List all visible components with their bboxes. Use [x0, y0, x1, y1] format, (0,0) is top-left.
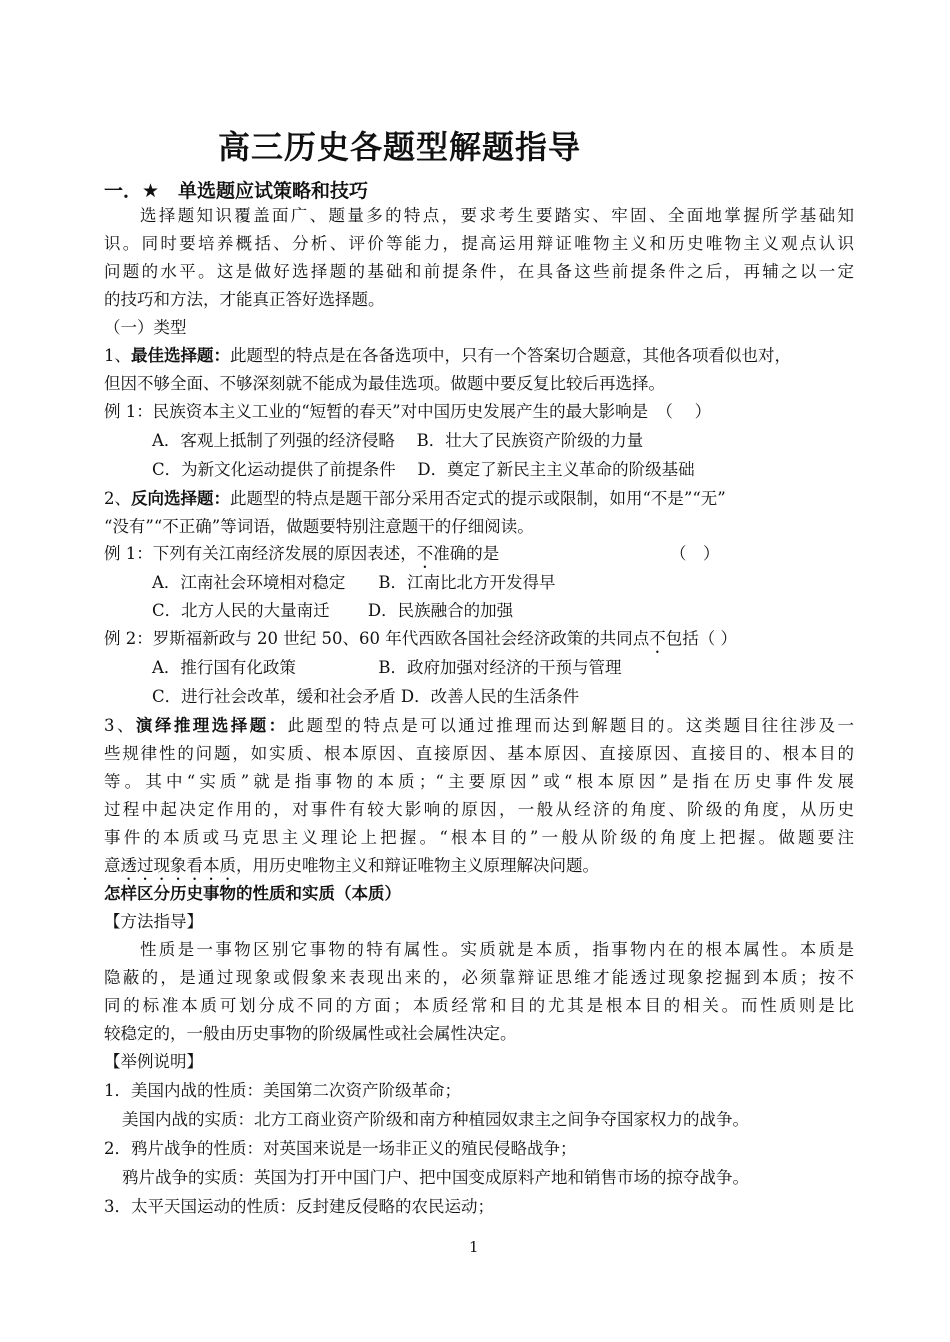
method-heading: 【方法指导】 [104, 912, 203, 931]
type1-num: 1、 [104, 346, 131, 365]
type3-line: 些规律性的问题，如实质、根本原因、直接原因、基本原因、直接原因、直接目的、根本目的 [104, 744, 854, 763]
method-line: 同的标准本质可划分成不同的方面；本质经常和目的尤其是根本目的相关。而性质则是比 [104, 996, 854, 1015]
types-heading: （一）类型 [104, 318, 187, 337]
type3-line: 事件的本质或马克思主义理论上把握。“根本目的”一般从阶级的角度上把握。做题要注 [104, 828, 854, 847]
type2-ex1-options-cd: C．北方人民的大量南迁 D．民族融合的加强 [152, 601, 514, 620]
type1-example: 例 1：民族资本主义工业的“短暂的春天”对中国历史发展产生的最大影响是 （ ） [104, 402, 712, 421]
type3-line: 等。其中“实质”就是指事物的本质；“主要原因”或“根本原因”是指在历史事件发展 [104, 772, 854, 791]
ex1-emphasis: 不 [416, 544, 434, 563]
example-item: 1．美国内战的性质：美国第二次资产阶级革命； [104, 1081, 461, 1100]
type2-example2 [104, 629, 854, 657]
type3-text: 此题型的特点是可以通过推理而达到解题目的。这类题目往往涉及一 [287, 716, 855, 735]
type2-text: 此题型的特点是题干部分采用否定式的提示或限制，如用“不是”“无” [230, 489, 726, 508]
how-heading: 怎样区分历史事物的性质和实质（本质） [104, 884, 401, 903]
intro-line: 的技巧和方法，才能真正答好选择题。 [104, 290, 385, 309]
example-item: 3．太平天国运动的性质：反封建反侵略的农民运动； [104, 1197, 494, 1216]
type2-example1 [104, 544, 854, 572]
type2-line: “没有”“不正确”等词语，做题要特别注意题干的仔细阅读。 [104, 517, 534, 536]
type2-name: 反向选择题： [131, 489, 230, 508]
type2-num: 2、 [104, 489, 131, 508]
intro-line [140, 206, 854, 226]
type3-name: 演绎推理选择题： [135, 716, 288, 735]
method-line [140, 940, 854, 960]
page-title: 高三历史各题型解题指导 [218, 128, 582, 166]
ex1-answer-paren: （ ） [670, 544, 720, 563]
type2-line [104, 489, 854, 509]
type2-ex2-options-cd: C．进行社会改革，缓和社会矛盾 D．改善人民的生活条件 [152, 687, 580, 706]
type3-num: 3、 [104, 716, 136, 735]
type1-options-ab: A．客观上抵制了列强的经济侵略 B．壮大了民族资产阶级的力量 [152, 431, 644, 450]
type3-line: 过程中起决定作用的，对事件有较大影响的原因，一般从经济的角度、阶级的角度，从历史 [104, 800, 854, 819]
example-item: 美国内战的实质：北方工商业资产阶级和南方种植园奴隶主之间争夺国家权力的战争。 [122, 1110, 749, 1129]
intro-text: 选择题知识覆盖面广、题量多的特点，要求考生要踏实、牢固、全面地掌握所学基础知 [140, 206, 854, 225]
method-line: 隐蔽的，是通过现象或假象来表现出来的，必须靠辩证思维才能透过现象挖掘到本质；按不 [104, 968, 854, 987]
ex2-post: 包括（ ） [665, 629, 737, 648]
type1-line [104, 346, 854, 366]
ex1-post: 准确的是 [433, 544, 500, 563]
intro-line: 识。同时要培养概括、分析、评价等能力，提高运用辩证唯物主义和历史唯物主义观点认识 [104, 234, 854, 253]
type3-line [104, 856, 854, 884]
ex2-pre: 例 2：罗斯福新政与 20 世纪 50、60 年代西欧各国社会经济政策的共同点 [104, 629, 650, 648]
type1-text: 此题型的特点是在各备选项中，只有一个答案切合题意，其他各项看似也对， [230, 346, 791, 365]
type1-name: 最佳选择题： [131, 346, 230, 365]
example-item: 2．鸦片战争的性质：对英国来说是一场非正义的殖民侵略战争； [104, 1139, 577, 1158]
method-line: 较稳定的，一般由历史事物的阶级属性或社会属性决定。 [104, 1024, 517, 1043]
example-item: 鸦片战争的实质：英国为打开中国门户、把中国变成原料产地和销售市场的掠夺战争。 [122, 1168, 749, 1187]
type2-ex1-options-ab: A．江南社会环境相对稳定 B．江南比北方开发得早 [152, 573, 556, 592]
method-text: 性质是一事物区别它事物的特有属性。实质就是本质，指事物内在的根本属性。本质是 [140, 940, 854, 959]
intro-line: 问题的水平。这是做好选择题的基础和前提条件，在具备这些前提条件之后，再辅之以一定 [104, 262, 854, 281]
type3-l6-post: ，用历史唯物主义和辩证唯物主义原理解决问题。 [236, 856, 599, 875]
ex1-pre: 例 1：下列有关江南经济发展的原因表述， [104, 544, 417, 563]
example-heading: 【举例说明】 [104, 1052, 203, 1071]
type1-line: 但因不够全面、不够深刻就不能成为最佳选项。做题中要反复比较后再选择。 [104, 374, 665, 393]
type3-line [104, 716, 854, 736]
type1-options-cd: C．为新文化运动提供了前提条件 D．奠定了新民主主义革命的阶级基础 [152, 460, 695, 479]
section-heading-single-choice: 一．★ 单选题应试策略和技巧 [104, 180, 369, 202]
type2-ex2-options-ab: A．推行国有化政策 B．政府加强对经济的干预与管理 [152, 658, 622, 677]
page-number: 1 [469, 1238, 479, 1256]
ex2-emphasis: 不 [649, 629, 666, 648]
type3-emphasis: 透过现象看本质 [120, 856, 236, 875]
type3-l6-pre: 意 [104, 856, 121, 875]
